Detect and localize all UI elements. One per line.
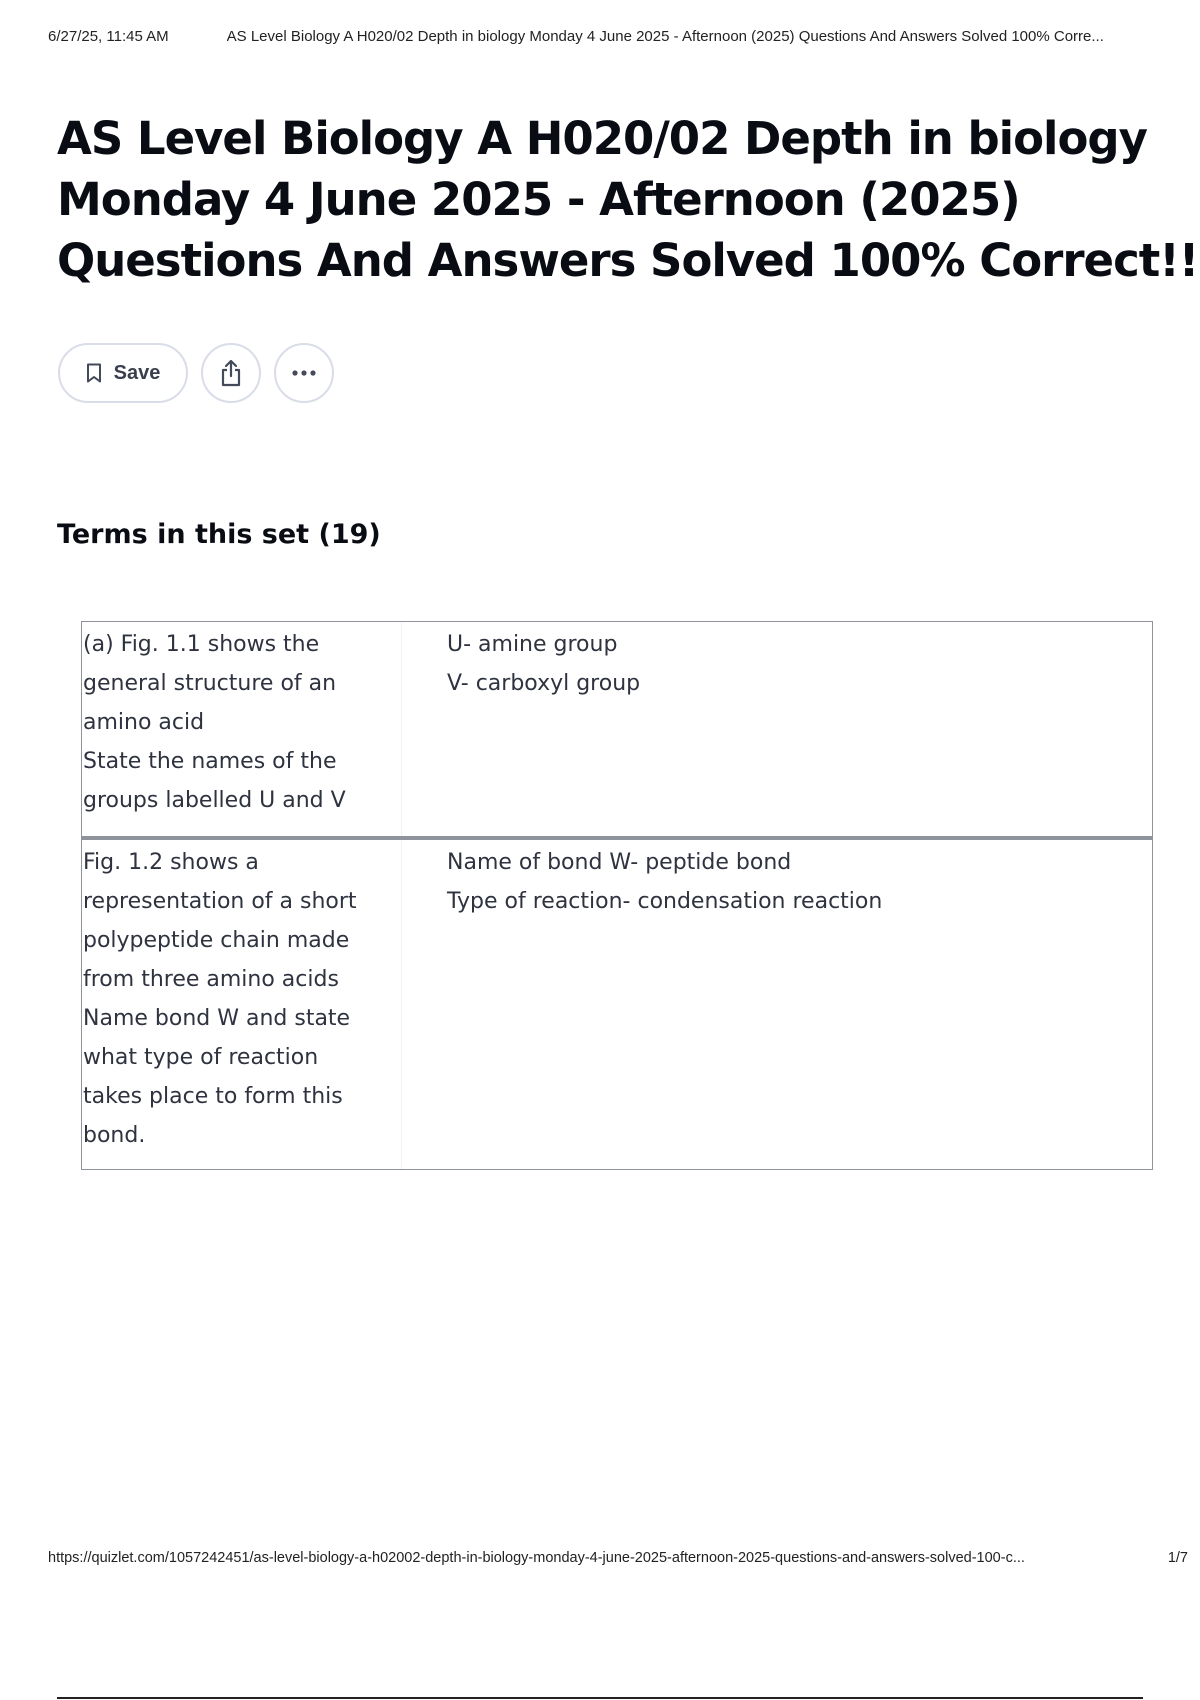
term-line: representation of a short [83, 889, 357, 914]
term-line: (a) Fig. 1.1 shows the [83, 632, 320, 657]
definition-line: U- amine group [447, 632, 618, 657]
term-line: Name bond W and state [83, 1006, 351, 1031]
share-icon [219, 359, 243, 387]
share-button[interactable] [201, 343, 261, 403]
term-line: takes place to form this [83, 1084, 343, 1109]
term-text [82, 840, 402, 1169]
term-line: general structure of an [83, 671, 337, 696]
terms-list [81, 621, 1153, 1170]
page-url: https://quizlet.com/1057242451/as-level-biology-a-h02002-depth-in-biology-monday-4-june-2025-afternoon-2025-questions-and-answers-solved-100-c... [48, 1550, 1025, 1566]
bookmark-icon [86, 363, 102, 383]
more-horizontal-icon [290, 369, 318, 377]
page-number: 1/7 [1167, 1550, 1188, 1566]
print-datetime: 6/27/25, 11:45 AM [48, 28, 169, 45]
print-footer [48, 1550, 1188, 1566]
title-line: AS Level Biology A H020/02 Depth in biology [57, 112, 1147, 165]
more-options-button[interactable] [274, 343, 334, 403]
print-document-title: AS Level Biology A H020/02 Depth in biology Monday 4 June 2025 - Afternoon (2025) Questions And Answers Solved 100% Corre... [226, 28, 1104, 45]
term-line: bond. [83, 1123, 146, 1148]
term-line: Fig. 1.2 shows a [83, 850, 259, 875]
term-card [81, 837, 1153, 1170]
definition-text [402, 840, 1152, 1169]
set-actions [58, 343, 334, 403]
terms-heading: Terms in this set (19) [57, 519, 381, 550]
save-button[interactable] [58, 343, 188, 403]
definition-line: V- carboxyl group [447, 671, 641, 696]
term-line: groups labelled U and V [83, 788, 346, 813]
print-header [48, 28, 1188, 45]
definition-line: Name of bond W- peptide bond [447, 850, 792, 875]
term-line: amino acid [83, 710, 205, 735]
term-card [81, 621, 1153, 837]
definition-text [402, 622, 1152, 836]
term-line: polypeptide chain made [83, 928, 350, 953]
page-divider [57, 1697, 1143, 1699]
term-line: from three amino acids [83, 967, 339, 992]
definition-line: Type of reaction- condensation reaction [447, 889, 883, 914]
page-title [57, 108, 1199, 291]
save-button-label: Save [113, 361, 161, 384]
term-text [82, 622, 402, 836]
term-line: what type of reaction [83, 1045, 319, 1070]
term-line: State the names of the [83, 749, 337, 774]
title-line: Questions And Answers Solved 100% Correct!! [57, 234, 1199, 287]
title-line: Monday 4 June 2025 - Afternoon (2025) [57, 173, 1020, 226]
